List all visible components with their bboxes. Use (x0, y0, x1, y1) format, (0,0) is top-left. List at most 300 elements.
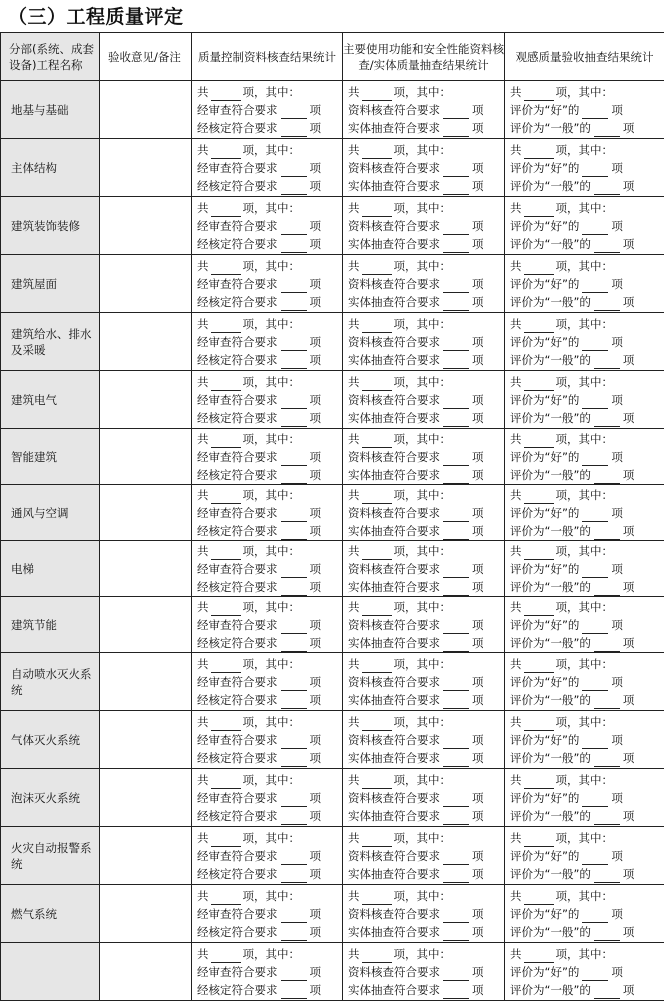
total-count-blank[interactable] (524, 376, 554, 391)
total-count-blank[interactable] (362, 433, 392, 448)
acceptance-opinion-field[interactable] (100, 371, 192, 429)
count-blank[interactable] (443, 619, 469, 634)
total-line: 共 项，其中： (348, 431, 451, 446)
total-count-blank[interactable] (362, 489, 392, 504)
count-line: 评价为“一般”的 项 (510, 467, 635, 482)
total-count-blank[interactable] (524, 658, 554, 673)
count-blank[interactable] (443, 412, 469, 427)
count-blank[interactable] (582, 278, 608, 293)
count-blank[interactable] (443, 104, 469, 119)
count-line: 资料核查符合要求 项 (348, 449, 484, 464)
appearance-stats-cell (505, 885, 664, 943)
table-row (1, 827, 664, 885)
total-line: 共 项，其中： (197, 84, 300, 99)
count-line: 评价为“一般”的 项 (510, 924, 635, 939)
total-count-blank[interactable] (211, 86, 241, 101)
acceptance-opinion-field[interactable] (100, 827, 192, 885)
total-line: 共 项，其中： (197, 142, 300, 157)
count-blank[interactable] (594, 180, 620, 195)
total-count-blank[interactable] (524, 260, 554, 275)
total-line: 共 项，其中： (348, 200, 451, 215)
total-count-blank[interactable] (211, 260, 241, 275)
count-line: 资料核查符合要求 项 (348, 334, 484, 349)
function-safety-stats-cell (343, 371, 505, 429)
count-blank[interactable] (594, 238, 620, 253)
total-line: 共 项，其中： (197, 487, 300, 502)
appearance-stats-cell (505, 81, 664, 139)
count-blank[interactable] (281, 563, 307, 578)
count-line: 资料核查符合要求 项 (348, 561, 484, 576)
count-line: 经审查符合要求 项 (197, 732, 321, 747)
count-line: 经核定符合要求 项 (197, 467, 321, 482)
count-blank[interactable] (582, 734, 608, 749)
count-line: 资料核查符合要求 项 (348, 392, 484, 407)
total-count-blank[interactable] (362, 86, 392, 101)
total-count-blank[interactable] (362, 545, 392, 560)
total-count-blank[interactable] (362, 832, 392, 847)
count-blank[interactable] (582, 676, 608, 691)
function-safety-stats-cell (343, 885, 505, 943)
total-line: 共 项，其中： (197, 431, 300, 446)
quality-control-stats-cell (192, 485, 343, 541)
count-blank[interactable] (582, 104, 608, 119)
acceptance-opinion-field[interactable] (100, 653, 192, 711)
acceptance-opinion-field[interactable] (100, 255, 192, 313)
count-line: 评价为“一般”的 项 (510, 352, 635, 367)
total-line: 共 项，其中： (348, 714, 451, 729)
total-line: 共 项，其中： (348, 142, 451, 157)
count-blank[interactable] (281, 908, 307, 923)
acceptance-opinion-field[interactable] (100, 885, 192, 943)
total-count-blank[interactable] (524, 433, 554, 448)
total-line: 共 项，其中： (348, 543, 451, 558)
count-blank[interactable] (281, 220, 307, 235)
total-count-blank[interactable] (211, 376, 241, 391)
total-count-blank[interactable] (211, 658, 241, 673)
table-row (1, 139, 664, 197)
count-blank[interactable] (594, 752, 620, 767)
count-blank[interactable] (443, 238, 469, 253)
count-line: 经核定符合要求 项 (197, 294, 321, 309)
count-blank[interactable] (443, 563, 469, 578)
total-line: 共 项，其中： (348, 656, 451, 671)
count-blank[interactable] (443, 180, 469, 195)
total-count-blank[interactable] (524, 890, 554, 905)
count-line: 资料核查符合要求 项 (348, 848, 484, 863)
count-line: 评价为“好”的 项 (510, 732, 623, 747)
total-count-blank[interactable] (524, 318, 554, 333)
count-blank[interactable] (443, 676, 469, 691)
count-blank[interactable] (281, 966, 307, 981)
count-line: 评价为“一般”的 项 (510, 236, 635, 251)
total-line: 共 项，其中： (510, 830, 613, 845)
count-blank[interactable] (582, 162, 608, 177)
project-name-cell: 建筑电气 (1, 371, 100, 429)
acceptance-opinion-field[interactable] (100, 943, 192, 1001)
count-line: 评价为“一般”的 项 (510, 523, 635, 538)
count-blank[interactable] (443, 451, 469, 466)
count-line: 评价为“一般”的 项 (510, 808, 635, 823)
table-row (1, 255, 664, 313)
project-name-cell: 自动喷水灭火系统 (1, 653, 100, 711)
count-blank[interactable] (281, 619, 307, 634)
total-count-blank[interactable] (362, 774, 392, 789)
count-line: 评价为“好”的 项 (510, 102, 623, 117)
total-line: 共 项，其中： (510, 200, 613, 215)
count-blank[interactable] (594, 296, 620, 311)
count-line: 评价为“好”的 项 (510, 617, 623, 632)
count-blank[interactable] (281, 792, 307, 807)
acceptance-opinion-field[interactable] (100, 81, 192, 139)
count-blank[interactable] (594, 984, 620, 999)
count-line: 经核定符合要求 项 (197, 178, 321, 193)
count-line: 实体抽查符合要求 项 (348, 750, 484, 765)
count-blank[interactable] (281, 637, 307, 652)
count-blank[interactable] (281, 122, 307, 137)
total-count-blank[interactable] (362, 144, 392, 159)
count-blank[interactable] (281, 104, 307, 119)
count-line: 评价为“一般”的 项 (510, 982, 635, 997)
count-blank[interactable] (594, 810, 620, 825)
count-blank[interactable] (281, 451, 307, 466)
count-blank[interactable] (281, 180, 307, 195)
acceptance-opinion-field[interactable] (100, 485, 192, 541)
appearance-stats-cell (505, 769, 664, 827)
count-line: 实体抽查符合要求 项 (348, 982, 484, 997)
table-row (1, 597, 664, 653)
count-line: 实体抽查符合要求 项 (348, 579, 484, 594)
count-blank[interactable] (582, 451, 608, 466)
count-blank[interactable] (281, 394, 307, 409)
count-blank[interactable] (443, 394, 469, 409)
quality-control-stats-cell (192, 711, 343, 769)
total-count-blank[interactable] (211, 318, 241, 333)
count-line: 实体抽查符合要求 项 (348, 692, 484, 707)
count-blank[interactable] (443, 810, 469, 825)
total-count-blank[interactable] (211, 948, 241, 963)
count-line: 资料核查符合要求 项 (348, 964, 484, 979)
total-count-blank[interactable] (524, 948, 554, 963)
count-blank[interactable] (582, 966, 608, 981)
total-line: 共 项，其中： (197, 946, 300, 961)
total-count-blank[interactable] (211, 716, 241, 731)
count-blank[interactable] (594, 926, 620, 941)
total-count-blank[interactable] (362, 948, 392, 963)
total-count-blank[interactable] (211, 144, 241, 159)
count-blank[interactable] (281, 278, 307, 293)
count-line: 评价为“好”的 项 (510, 848, 623, 863)
count-blank[interactable] (594, 122, 620, 137)
table-row (1, 81, 664, 139)
count-line: 评价为“好”的 项 (510, 218, 623, 233)
count-blank[interactable] (443, 469, 469, 484)
total-count-blank[interactable] (362, 318, 392, 333)
count-blank[interactable] (443, 220, 469, 235)
count-blank[interactable] (594, 694, 620, 709)
total-line: 共 项，其中： (197, 830, 300, 845)
table-row (1, 769, 664, 827)
count-blank[interactable] (443, 734, 469, 749)
count-blank[interactable] (281, 676, 307, 691)
total-line: 共 项，其中： (348, 258, 451, 273)
count-blank[interactable] (281, 984, 307, 999)
count-blank[interactable] (443, 752, 469, 767)
function-safety-stats-cell (343, 711, 505, 769)
appearance-stats-cell (505, 197, 664, 255)
acceptance-opinion-field[interactable] (100, 139, 192, 197)
count-line: 经审查符合要求 项 (197, 561, 321, 576)
total-count-blank[interactable] (211, 774, 241, 789)
project-name-cell: 通风与空调 (1, 485, 100, 541)
appearance-stats-cell (505, 541, 664, 597)
total-line: 共 项，其中： (197, 258, 300, 273)
total-line: 共 项，其中： (197, 599, 300, 614)
count-line: 经审查符合要求 项 (197, 906, 321, 921)
total-line: 共 项，其中： (510, 772, 613, 787)
total-count-blank[interactable] (524, 716, 554, 731)
header-project-name: 分部(系统、成套设备)工程名称 (1, 33, 100, 81)
quality-control-stats-cell (192, 597, 343, 653)
count-line: 评价为“好”的 项 (510, 160, 623, 175)
count-blank[interactable] (281, 162, 307, 177)
count-line: 实体抽查符合要求 项 (348, 635, 484, 650)
total-count-blank[interactable] (362, 202, 392, 217)
count-line: 经核定符合要求 项 (197, 523, 321, 538)
total-line: 共 项，其中： (510, 142, 613, 157)
total-line: 共 项，其中： (197, 200, 300, 215)
count-blank[interactable] (443, 581, 469, 596)
total-count-blank[interactable] (524, 86, 554, 101)
appearance-stats-cell (505, 597, 664, 653)
count-blank[interactable] (281, 354, 307, 369)
count-line: 经核定符合要求 项 (197, 750, 321, 765)
header-appearance-quality: 观感质量验收抽查结果统计 (505, 33, 664, 81)
total-count-blank[interactable] (362, 601, 392, 616)
quality-control-stats-cell (192, 429, 343, 485)
count-blank[interactable] (443, 122, 469, 137)
count-line: 经核定符合要求 项 (197, 635, 321, 650)
count-blank[interactable] (443, 926, 469, 941)
count-line: 评价为“好”的 项 (510, 561, 623, 576)
count-line: 资料核查符合要求 项 (348, 906, 484, 921)
count-line: 经审查符合要求 项 (197, 617, 321, 632)
header-quality-control: 质量控制资料核查结果统计 (192, 33, 343, 81)
count-blank[interactable] (281, 507, 307, 522)
total-line: 共 项，其中： (510, 258, 613, 273)
function-safety-stats-cell (343, 139, 505, 197)
project-name-cell: 主体结构 (1, 139, 100, 197)
count-line: 评价为“一般”的 项 (510, 635, 635, 650)
count-blank[interactable] (281, 412, 307, 427)
acceptance-opinion-field[interactable] (100, 541, 192, 597)
total-line: 共 项，其中： (510, 888, 613, 903)
table-row (1, 541, 664, 597)
count-blank[interactable] (281, 238, 307, 253)
total-line: 共 项，其中： (197, 714, 300, 729)
total-count-blank[interactable] (211, 489, 241, 504)
count-line: 实体抽查符合要求 项 (348, 410, 484, 425)
count-line: 评价为“好”的 项 (510, 276, 623, 291)
count-blank[interactable] (443, 278, 469, 293)
count-blank[interactable] (594, 525, 620, 540)
count-blank[interactable] (443, 694, 469, 709)
count-blank[interactable] (443, 908, 469, 923)
function-safety-stats-cell (343, 653, 505, 711)
total-line: 共 项，其中： (510, 714, 613, 729)
count-blank[interactable] (443, 162, 469, 177)
count-blank[interactable] (281, 336, 307, 351)
total-line: 共 项，其中： (348, 599, 451, 614)
count-blank[interactable] (594, 412, 620, 427)
count-blank[interactable] (582, 336, 608, 351)
acceptance-opinion-field[interactable] (100, 769, 192, 827)
total-line: 共 项，其中： (348, 374, 451, 389)
function-safety-stats-cell (343, 485, 505, 541)
count-line: 经核定符合要求 项 (197, 410, 321, 425)
project-name-cell: 燃气系统 (1, 885, 100, 943)
count-blank[interactable] (443, 354, 469, 369)
appearance-stats-cell (505, 429, 664, 485)
count-line: 评价为“好”的 项 (510, 906, 623, 921)
count-blank[interactable] (594, 354, 620, 369)
count-blank[interactable] (594, 581, 620, 596)
acceptance-opinion-field[interactable] (100, 197, 192, 255)
count-blank[interactable] (582, 507, 608, 522)
count-blank[interactable] (443, 296, 469, 311)
header-acceptance-opinion: 验收意见/备注 (100, 33, 192, 81)
count-blank[interactable] (582, 850, 608, 865)
total-count-blank[interactable] (524, 202, 554, 217)
total-line: 共 项，其中： (348, 830, 451, 845)
count-line: 经核定符合要求 项 (197, 692, 321, 707)
count-line: 评价为“好”的 项 (510, 674, 623, 689)
total-count-blank[interactable] (211, 890, 241, 905)
total-line: 共 项，其中： (197, 772, 300, 787)
total-count-blank[interactable] (362, 890, 392, 905)
count-blank[interactable] (281, 525, 307, 540)
count-blank[interactable] (281, 926, 307, 941)
header-function-safety: 主要使用功能和安全性能资料核查/实体质量抽查结果统计 (343, 33, 505, 81)
count-line: 经核定符合要求 项 (197, 352, 321, 367)
acceptance-opinion-field[interactable] (100, 597, 192, 653)
count-line: 评价为“一般”的 项 (510, 866, 635, 881)
total-count-blank[interactable] (524, 832, 554, 847)
count-blank[interactable] (582, 394, 608, 409)
project-name-cell: 建筑装饰装修 (1, 197, 100, 255)
total-count-blank[interactable] (524, 545, 554, 560)
total-count-blank[interactable] (362, 376, 392, 391)
count-blank[interactable] (594, 637, 620, 652)
count-blank[interactable] (281, 694, 307, 709)
count-blank[interactable] (443, 336, 469, 351)
total-count-blank[interactable] (362, 658, 392, 673)
total-line: 共 项，其中： (510, 656, 613, 671)
total-count-blank[interactable] (524, 601, 554, 616)
count-blank[interactable] (443, 507, 469, 522)
project-name-cell: 建筑屋面 (1, 255, 100, 313)
count-line: 评价为“一般”的 项 (510, 692, 635, 707)
total-count-blank[interactable] (362, 716, 392, 731)
count-blank[interactable] (594, 469, 620, 484)
table-header-row (1, 33, 664, 81)
total-line: 共 项，其中： (348, 487, 451, 502)
total-line: 共 项，其中： (510, 84, 613, 99)
total-count-blank[interactable] (524, 144, 554, 159)
count-blank[interactable] (443, 792, 469, 807)
count-blank[interactable] (281, 734, 307, 749)
acceptance-opinion-field[interactable] (100, 313, 192, 371)
count-blank[interactable] (582, 619, 608, 634)
acceptance-opinion-field[interactable] (100, 711, 192, 769)
count-blank[interactable] (281, 581, 307, 596)
count-blank[interactable] (443, 637, 469, 652)
count-line: 评价为“一般”的 项 (510, 178, 635, 193)
acceptance-opinion-field[interactable] (100, 429, 192, 485)
quality-control-stats-cell (192, 197, 343, 255)
count-line: 评价为“好”的 项 (510, 449, 623, 464)
total-line: 共 项，其中： (510, 543, 613, 558)
count-line: 资料核查符合要求 项 (348, 102, 484, 117)
count-line: 实体抽查符合要求 项 (348, 352, 484, 367)
count-line: 实体抽查符合要求 项 (348, 924, 484, 939)
count-blank[interactable] (582, 220, 608, 235)
total-count-blank[interactable] (211, 832, 241, 847)
count-line: 经审查符合要求 项 (197, 392, 321, 407)
count-line: 经审查符合要求 项 (197, 449, 321, 464)
function-safety-stats-cell (343, 597, 505, 653)
table-row (1, 313, 664, 371)
count-line: 资料核查符合要求 项 (348, 160, 484, 175)
quality-evaluation-table (0, 32, 664, 1001)
count-blank[interactable] (443, 850, 469, 865)
count-blank[interactable] (582, 563, 608, 578)
total-count-blank[interactable] (524, 774, 554, 789)
count-blank[interactable] (281, 850, 307, 865)
project-name-cell: 建筑节能 (1, 597, 100, 653)
quality-control-stats-cell (192, 885, 343, 943)
count-blank[interactable] (281, 469, 307, 484)
count-blank[interactable] (443, 525, 469, 540)
total-line: 共 项，其中： (510, 487, 613, 502)
total-count-blank[interactable] (211, 601, 241, 616)
table-row (1, 371, 664, 429)
count-line: 经审查符合要求 项 (197, 848, 321, 863)
count-blank[interactable] (443, 868, 469, 883)
count-line: 实体抽查符合要求 项 (348, 808, 484, 823)
count-blank[interactable] (443, 966, 469, 981)
count-blank[interactable] (281, 752, 307, 767)
total-count-blank[interactable] (211, 545, 241, 560)
count-blank[interactable] (281, 296, 307, 311)
project-name-cell: 智能建筑 (1, 429, 100, 485)
count-blank[interactable] (582, 908, 608, 923)
total-count-blank[interactable] (524, 489, 554, 504)
count-blank[interactable] (443, 984, 469, 999)
total-line: 共 项，其中： (348, 946, 451, 961)
total-line: 共 项，其中： (510, 599, 613, 614)
total-count-blank[interactable] (362, 260, 392, 275)
count-line: 评价为“好”的 项 (510, 964, 623, 979)
total-count-blank[interactable] (211, 202, 241, 217)
project-name-cell: 气体灭火系统 (1, 711, 100, 769)
count-line: 实体抽查符合要求 项 (348, 523, 484, 538)
appearance-stats-cell (505, 485, 664, 541)
count-blank[interactable] (594, 868, 620, 883)
count-blank[interactable] (582, 792, 608, 807)
count-blank[interactable] (281, 810, 307, 825)
count-blank[interactable] (281, 868, 307, 883)
total-count-blank[interactable] (211, 433, 241, 448)
